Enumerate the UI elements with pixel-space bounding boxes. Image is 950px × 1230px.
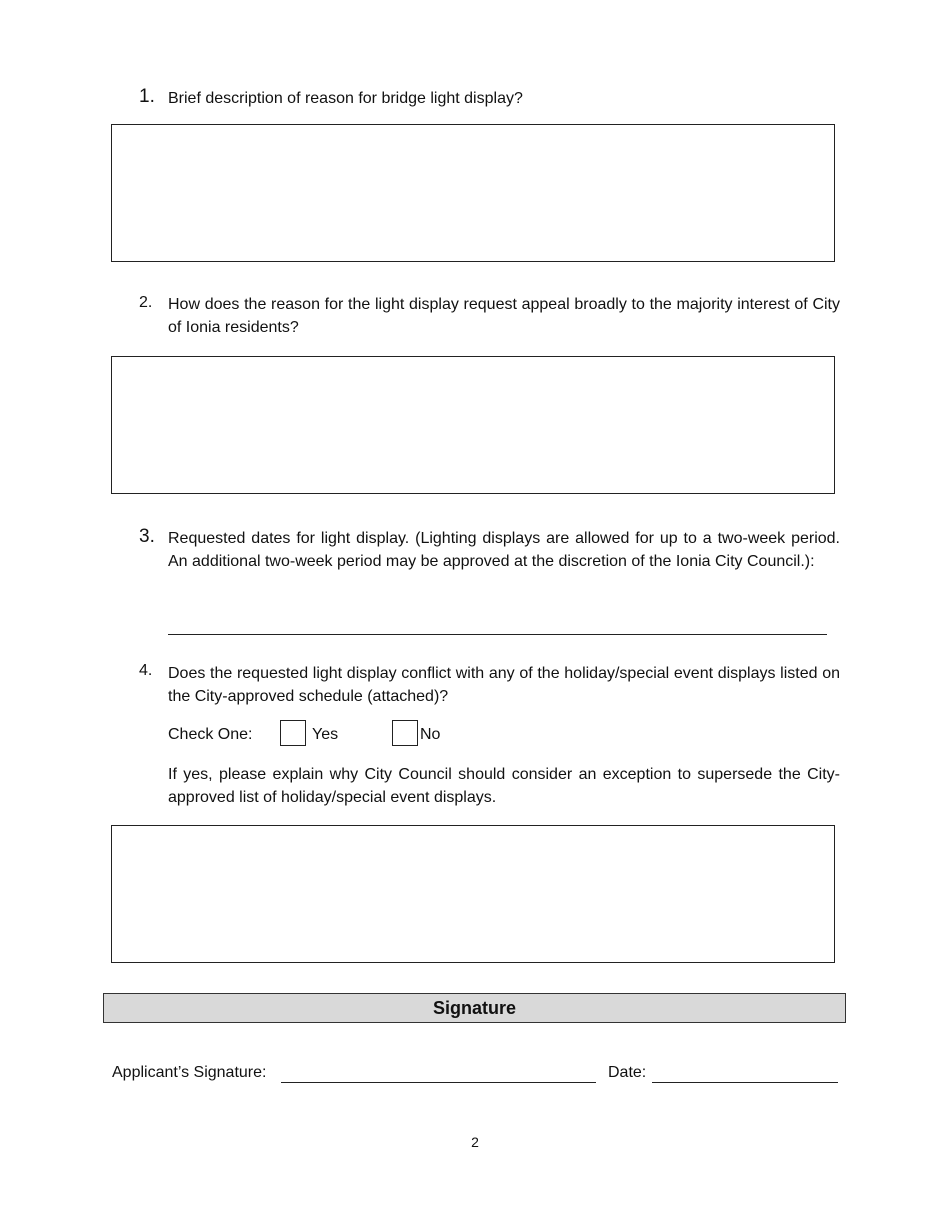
question-2-text: How does the reason for the light display request appeal broadly to the majority interest of City of Ionia residents? (168, 296, 840, 336)
date-line[interactable] (652, 1082, 838, 1083)
question-4-number: 4. (139, 662, 153, 679)
yes-checkbox[interactable] (280, 720, 306, 746)
question-1-number: 1. (139, 86, 155, 107)
page-number: 2 (471, 1134, 479, 1150)
question-4-text: Does the requested light display conflict with any of the holiday/special event displays listed on the City-approved schedule (attached)? (168, 665, 840, 705)
question-3-text: Requested dates for light display. (Lighting displays are allowed for up to a two-week period. An additional two-week period may be approved at the discretion of the Ionia City Council.): (168, 530, 840, 570)
applicant-signature-line[interactable] (281, 1082, 596, 1083)
applicant-signature-label: Applicant’s Signature: (112, 1064, 267, 1081)
no-checkbox[interactable] (392, 720, 418, 746)
explain-text: If yes, please explain why City Council should consider an exception to supersede the City-approved list of holiday/special event displays. (168, 766, 840, 806)
question-2-answer-box[interactable] (111, 356, 835, 494)
requested-dates-line[interactable] (168, 634, 827, 635)
question-2-number: 2. (139, 294, 153, 311)
question-1-answer-box[interactable] (111, 124, 835, 262)
check-one-label: Check One: (168, 726, 253, 743)
question-1-text: Brief description of reason for bridge light display? (168, 90, 523, 107)
question-3-number: 3. (139, 526, 155, 547)
no-label: No (420, 726, 441, 743)
signature-heading: Signature (103, 993, 846, 1023)
exception-explanation-box[interactable] (111, 825, 835, 963)
yes-label: Yes (312, 726, 339, 743)
date-label: Date: (608, 1064, 647, 1081)
